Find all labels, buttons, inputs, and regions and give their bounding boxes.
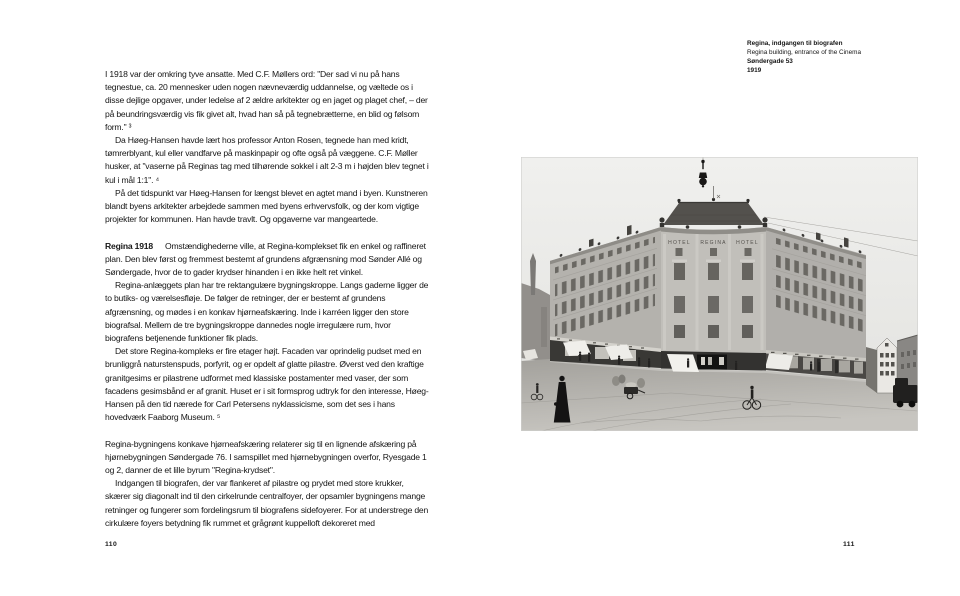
white-gable-house — [877, 338, 897, 393]
page-number-left: 110 — [105, 541, 118, 548]
hotel-sign-center: REGINA — [700, 240, 727, 246]
article-text-column — [105, 68, 431, 530]
body-paragraph: Regina-anlæggets plan har tre rektangulære bygningskroppe. Langs gaderne ligger de to butiks- og værelsesfløje. De følger de retninger, der er bestemt af grundens afgrænsning, og mødes i en konkav hjørneafskæring. Inde i karréen ligger den store biografsal. Mellem de tre bygningskroppe dannedes nogle irregulære rum, hvor biografens betjenende funktioner fik plads. — [105, 280, 429, 344]
hotel-regina-photo-illustration — [521, 157, 918, 431]
page-number-right: 111 — [843, 541, 855, 548]
section-heading: Regina 1918 — [105, 240, 153, 251]
body-paragraph: Da Høeg-Hansen havde lært hos professor Anton Rosen, tegnede han med kridt, tømrerblyant, kul eller vandfarve på maskinpapir og ofte også på væggene. C.F. Møller husker, at "vaserne på Reginas tag med tilhørende sokkel i alt 2-3 m i højden blev tegnet i kul i mål 1:1". ⁴ — [105, 135, 429, 185]
caption-address: Søndergade 53 — [747, 58, 793, 65]
body-paragraph — [105, 240, 431, 280]
body-paragraph: Regina-bygningens konkave hjørneafskæring relaterer sig til en lignende afskæring på hjørnebygningen Søndergade 76. I samspillet med hjørnebygningen overfor, Ryesgade 1 og 2, danner de et lille byrum "Regina-krydset". — [105, 438, 427, 476]
building-corner-facade — [659, 186, 767, 372]
caption-title-danish: Regina, indgangen til biografen — [747, 40, 843, 47]
building-photograph — [521, 157, 918, 431]
body-paragraph: Indgangen til biografen, der var flankeret af pilastre og prydet med store krukker, skærer sig diagonalt ind til den cirkelrunde centralfoyer, der opsamler bygningens mange retninger og fungerer som fordelingsrum til biografens sidefoyerer. For at understrege den cirkulære foyers betydning fik rummet et grågrønt kuppelloft dekoreret med — [105, 478, 429, 528]
body-paragraph-text: Omstændighederne ville, at Regina-komplekset fik en enkel og raffineret plan. Den blev først og fremmest bestemt af grundens afgrænsning mod Sønder Allé og Søndergade, hvor de to gader krydser hinanden i en ikke helt ret vinkel. — [105, 240, 426, 278]
body-paragraph: Det store Regina-kompleks er fire etager højt. Facaden var oprindelig pudset med en brunliggrå naturstenspuds, porfyrit, og er opdelt af glatte pilastre. Øverst ved den kraftige granitgesims er pilastrene udformet med klassiske postamenter med vaser, der som facadens gesimsbånd er af granit. Huset er i sit formsprog udtryk for den interesse, Høeg-Hansen på den tid nærede for Carl Petersens nyklassicisme, som det ses i hans hovedværk Faaborg Museum. ⁵ — [105, 346, 429, 423]
body-paragraph: På det tidspunkt var Høeg-Hansen for længst blevet en agtet mand i byen. Kunstneren blandt byens arkitekter arbejdede sammen med byens erhvervsfolk, og der kom vigtige projekter for kommunen. Han havde travlt. Og opgaverne var mangeartede. — [105, 187, 428, 225]
shop-awning — [765, 354, 793, 371]
body-paragraph: I 1918 var der omkring tyve ansatte. Med C.F. Møllers ord: "Der sad vi nu på hans tegnestue, ca. 20 mennesker uden nogen nævneværdig uddannelse, og væltede os i disse dejlige opgaver, under ledelse af 2 ældre arkitekter og en jaget og plaget chef, – der på beundringsværdig vis fik givet alt, hvad han så på tegnebrætterne, en blid og følsom form." ³ — [105, 69, 428, 132]
caption-year: 1919 — [747, 67, 762, 74]
hotel-sign-right: HOTEL — [736, 240, 759, 246]
photo-caption — [747, 39, 861, 75]
hotel-sign-left: HOTEL — [668, 240, 691, 246]
caption-title-english: Regina building, entrance of the Cinema — [747, 49, 862, 56]
